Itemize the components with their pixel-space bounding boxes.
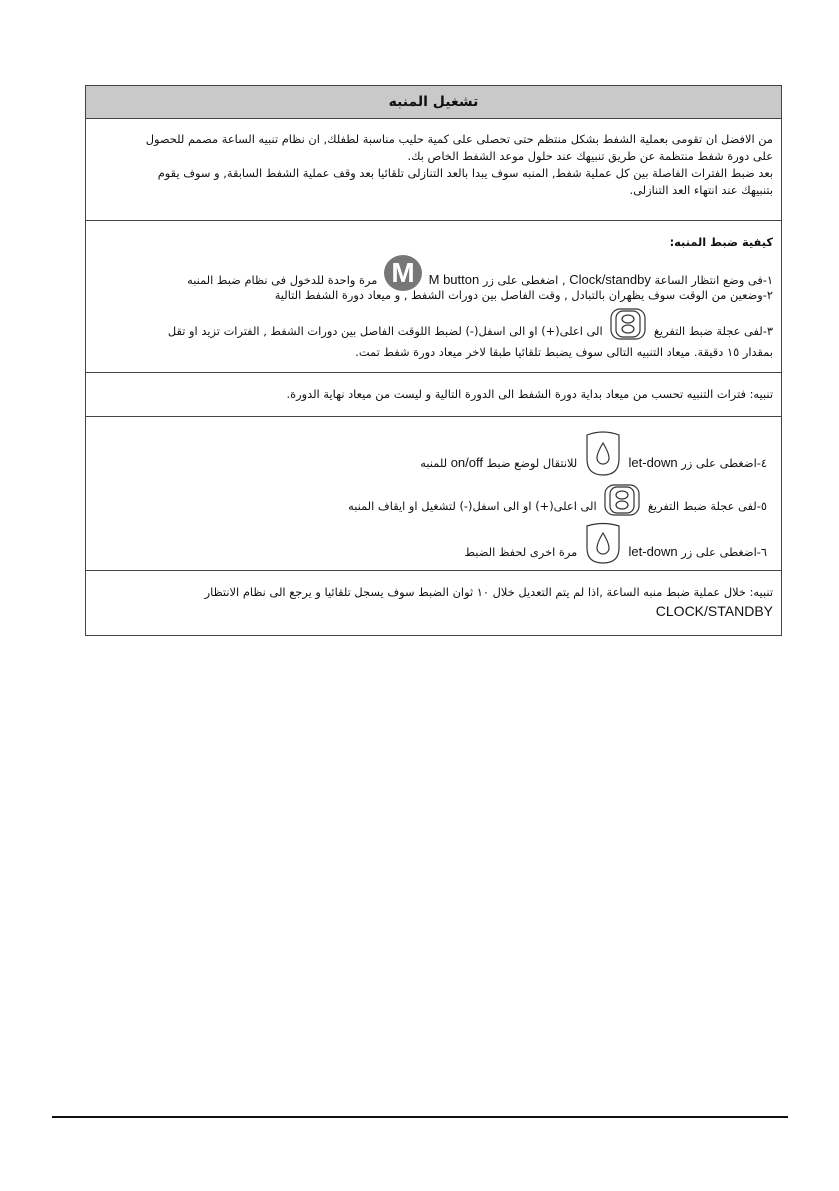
onoff-section	[86, 417, 781, 571]
step-3-cont: بمقدار ١٥ دقيقة. ميعاد التنبيه التالى سوف يضبط تلقائيا طبقا لاخر ميعاد دورة شفط تمت.	[355, 345, 773, 359]
svg-text:M: M	[391, 257, 415, 288]
step3-text: ٣-لفى عجلة ضبط التفريغ	[653, 324, 773, 338]
step5-text: ٥-لفى عجلة ضبط التفريغ	[647, 499, 767, 513]
step3-text: الى اعلى(+) او الى اسفل(-) لضبط اللوقت الفاصل بين دورات الشفط , الفترات تزيد او تقل	[167, 324, 603, 338]
footer-divider	[52, 1116, 788, 1118]
howto-heading: كيفية ضبط المنبه:	[669, 235, 773, 249]
intro-section	[86, 119, 781, 221]
letdown-label: let-down	[628, 455, 678, 470]
step4-text: ٤-اضغطى على زر	[681, 456, 767, 470]
step-2: ٢-وضعين من الوقت سوف يظهران بالتبادل , وقت الفاصل بين دورات الشفط , و ميعاد دورة الشفط التالية	[274, 288, 773, 302]
step6-text: مرة اخرى لحفظ الضبط	[464, 545, 578, 559]
step1-text: مرة واحدة للدخول فى نظام ضبط المنبه	[187, 273, 378, 287]
intro-line: بعد ضبط الفترات الفاصلة بين كل عملية شفط, المنبه سوف يبدا بالعد التنازلى تلقائيا بعد وقف عملية الشفط السابقة, و سوف يقوم	[157, 166, 773, 180]
step5-text: الى اعلى(+) او الى اسفل(-) لتشغيل او ايقاف المنبه	[348, 499, 597, 513]
step1-text: ١-فى وضع انتظار الساعة	[654, 273, 773, 287]
onoff-label: on/off	[450, 455, 483, 470]
step4-text: للانتقال لوضع ضبط	[486, 456, 578, 470]
page-title: تشغيل المنبه	[86, 86, 781, 119]
intro-line: بتنبيهك عند انتهاء العد التنازلى.	[629, 183, 773, 197]
warning-section	[86, 571, 781, 635]
step1-text: , اضغطى على زر	[482, 273, 566, 287]
step4-text: للمنبه	[420, 456, 448, 470]
clock-standby-mode: CLOCK/STANDBY	[655, 603, 773, 619]
step6-text: ٦-اضغطى على زر	[681, 545, 767, 559]
note-section	[86, 373, 781, 417]
howto-section	[86, 221, 781, 373]
letdown-label: let-down	[628, 544, 678, 559]
intro-line: على دورة شفط منتظمة عن طريق تنبيهك عند حلول موعد الشفط الخاص بك.	[407, 149, 773, 163]
note-text: تنبيه: فترات التنبيه تحسب من ميعاد بداية دورة الشفط الى الدورة التالية و ليست من ميعاد نهاية الدورة.	[286, 387, 773, 401]
clock-standby-label: Clock/standby	[569, 272, 651, 287]
instructions-table	[85, 85, 782, 636]
warning-line: تنبيه: خلال عملية ضبط منبه الساعة ,اذا لم يتم التعديل خلال ١٠ ثوان الضبط سوف يسجل تلقائيا و يرجع الى نظام الانتظار	[204, 585, 773, 599]
intro-line: من الافضل ان تقومى بعملية الشفط بشكل منتظم حتى تحصلى على كمية حليب مناسبة لطفلك, ان نظام تنبيه الساعة مصمم للحصول	[145, 132, 773, 146]
m-button-label: M button	[428, 272, 480, 287]
